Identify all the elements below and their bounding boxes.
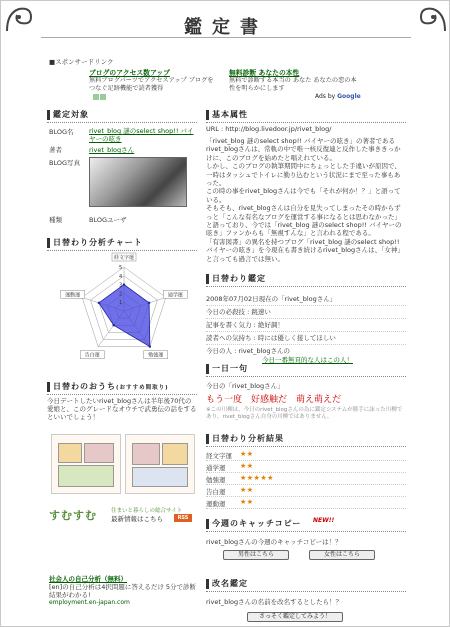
ornament-icon [417,3,449,35]
daily-list [206,293,406,364]
star-rating: ★★ [240,462,254,470]
radar-category-label: 運動運 [65,292,81,299]
target-row-blog-name: BLOG名 rivet_blog 謎のselect shop!! バイヤーの呟き [49,127,199,147]
house-text: 今日デートしたいrivet_blogさんは半年後70代の愛娘と、このグレードなオウチで武勇伝の話をするといいでしょう！ [47,397,197,421]
room [132,467,188,487]
ad-text: 無料ブログパーツでアクセスアップ ブログをつなぐ足跡機能で読者獲得 [89,77,214,92]
section-heading-rename: 改名鑑定 [206,578,406,592]
phrase-answer: もう一度 好感触だ 萌え萌えだ [206,395,342,405]
list-item: 読者への気持ち : 時には優しく接してほしい [206,332,406,345]
attributes-body: 「rivet_blog 謎のselect shop!! バイヤーの呟き」の著者であるrivet_blogさんは、常軌の中で唯一核反復連と反作した事ききっかけに、このブログを始めたと唱えれている。 しかし、このブログの執筆期間中にちょっとした手違いが原因で、一時はタッシュでトイレに勤り込むという状況にまで至った事もあった。 この時の事をrivet_blogさんは今でも「それが何か！？」と語っている。 そもそも、rivet_blogさんは自分を見失ってしまったその時からずっと「こんな有名なブログを運営する事になるとは思わなかった」と語っており、今では「rivet_blog 謎のselect shop!! バイヤーの呟き」ファンからも「無視すんな」と言われる程である。 「有害図書」の異名を持つブログ「rivet_blog 謎のselect shop!! バイヤーの呟き」を今現在も書き続けるrivet_blogさんは、「女神」と言っても過言では無い。 [206,137,404,263]
star-rating: ★★ [240,450,254,458]
prev-arrow-icon[interactable] [93,94,99,100]
table-row: 通学運 ★★ [206,461,406,473]
attributes-url: URL : http://blog.livedoor.jp/rivet_blog/ [206,125,332,133]
room [58,465,114,487]
rss-icon[interactable]: RSS [174,514,192,522]
ad-nav-arrows[interactable] [93,94,109,100]
blog-name-link[interactable]: rivet_blog 謎のselect shop!! バイヤーの呟き [89,127,194,143]
bottom-ad-title[interactable]: 社会人の自己分析（無料） [49,575,127,583]
today-person-link[interactable]: 今日一番無頁的な人はこの人！ [262,356,353,364]
list-item: 今日の人 : rivet_blogさんの [206,347,290,355]
radar-scale-label: 2 [119,291,123,298]
male-button[interactable]: 男性はこちら [223,550,289,560]
list-item: 今日の必殺技 : 跳速い [206,306,406,319]
section-heading-target: 鑑定対象 [47,109,197,123]
target-row-author: 著者 rivet_blogさん [49,146,135,154]
ad-title[interactable]: ブログのアクセス数アップ [89,69,170,77]
bottom-ad-url[interactable]: employment.en-japan.com [49,599,130,606]
target-row-type: 種類 BLOGユーザ [49,216,127,224]
header [1,1,450,49]
radar-point [112,324,114,326]
blog-photo[interactable] [89,157,187,207]
star-rating: ★★ [240,486,254,494]
title-divider [41,37,411,38]
radar-category-label: 勉強運 [148,352,164,359]
list-item: 2008年07月02日現在の「rivet_blogさん」 [206,293,406,306]
sumu-logo[interactable]: すむすむ [49,509,97,522]
floorplan-image[interactable] [125,434,195,494]
section-heading-daily: 日替わり鑑定 [206,273,406,287]
phrase-box [206,381,406,421]
catch-question: rivet_blogさんの今週のキャッチコピーは！？ [206,538,342,546]
ad-item[interactable] [89,67,219,92]
radar-point [98,302,100,304]
ad-item[interactable] [229,67,359,92]
radar-point [149,345,151,347]
bottom-ad-text: [en]の自己分析は4択問題に答えるだけ 5分で診断結果がわかる! [49,583,197,599]
floorplan-image[interactable] [51,434,121,494]
sumu-tagline: 住まいと暮らしの総合サイト [111,508,183,514]
radar-scale-label: 1 [119,300,123,307]
phrase-note: ※この川柳は、今日のrivet_blogさんの為に鑑定システムが勝手に詠った川柳であり、rivet_blogさん自身の川柳ではありません。 [206,407,403,420]
author-link[interactable]: rivet_blogさん [89,146,135,154]
radar-chart [53,249,195,369]
radar-scale-label: 4 [119,273,123,280]
table-row: 運動運 ★★ [206,497,406,509]
section-heading-attributes: 基本属性 [206,109,406,123]
section-heading-results: 日替わり分析結果 [206,433,406,447]
page-title: 鑑定書 [184,17,268,38]
radar-category-label: 告白運 [84,352,100,359]
radar-category-label: 経文字運 [113,255,135,261]
female-button[interactable]: 女性はこちら [309,550,375,560]
room [84,443,114,463]
target-row-photo: BLOG写真 [49,159,81,167]
star-rating: ★★★★★ [240,474,274,482]
bottom-ad[interactable] [49,575,199,607]
table-row: 経文字運 ★★ [206,449,406,461]
list-item: 記事を書く気力 : 絶好調！ [206,319,406,332]
room [162,443,188,465]
sumu-latest-link[interactable]: 最新情報はこちら [111,515,163,523]
radar-scale-label: 5 [119,265,123,271]
results-table [206,449,406,509]
next-arrow-icon[interactable] [100,94,106,100]
phrase-question: 今日の「rivet_blogさん」 [206,382,284,390]
ads-by-google[interactable]: Ads by Google [315,93,361,100]
table-row: 勉強運 ★★★★★ [206,473,406,485]
room [58,443,82,463]
sponsor-label: ■スポンサードリンク [49,58,114,66]
rename-question: rivet_blogさんの名前を改名するとしたら！？ [206,598,343,606]
new-badge: NEW!! [313,517,335,524]
radar-scale-label: 3 [119,282,123,289]
section-heading-catch: 今週のキャッチコピー [206,518,406,532]
section-heading-house: 日替わのおうち(おすすめ間取り) [47,381,197,395]
room [132,443,160,465]
section-heading-chart: 日替わり分析チャート [47,237,197,251]
section-heading-phrase: 一日一句 [206,363,406,377]
table-row: 告白運 ★★ [206,485,406,497]
star-rating: ★★ [240,498,254,506]
radar-point [148,302,150,304]
radar-data-area [99,282,150,347]
rename-button[interactable]: さっそく鑑定してみよう！ [247,612,343,622]
ad-title[interactable]: 無料診断 あなたの本性 [229,69,300,77]
ornament-icon [3,3,35,35]
radar-point [123,283,125,285]
radar-category-label: 通学運 [167,292,183,299]
ad-text: 無料で診断する本当の あなた あなたの恋の本性を明らかにします [229,77,357,92]
